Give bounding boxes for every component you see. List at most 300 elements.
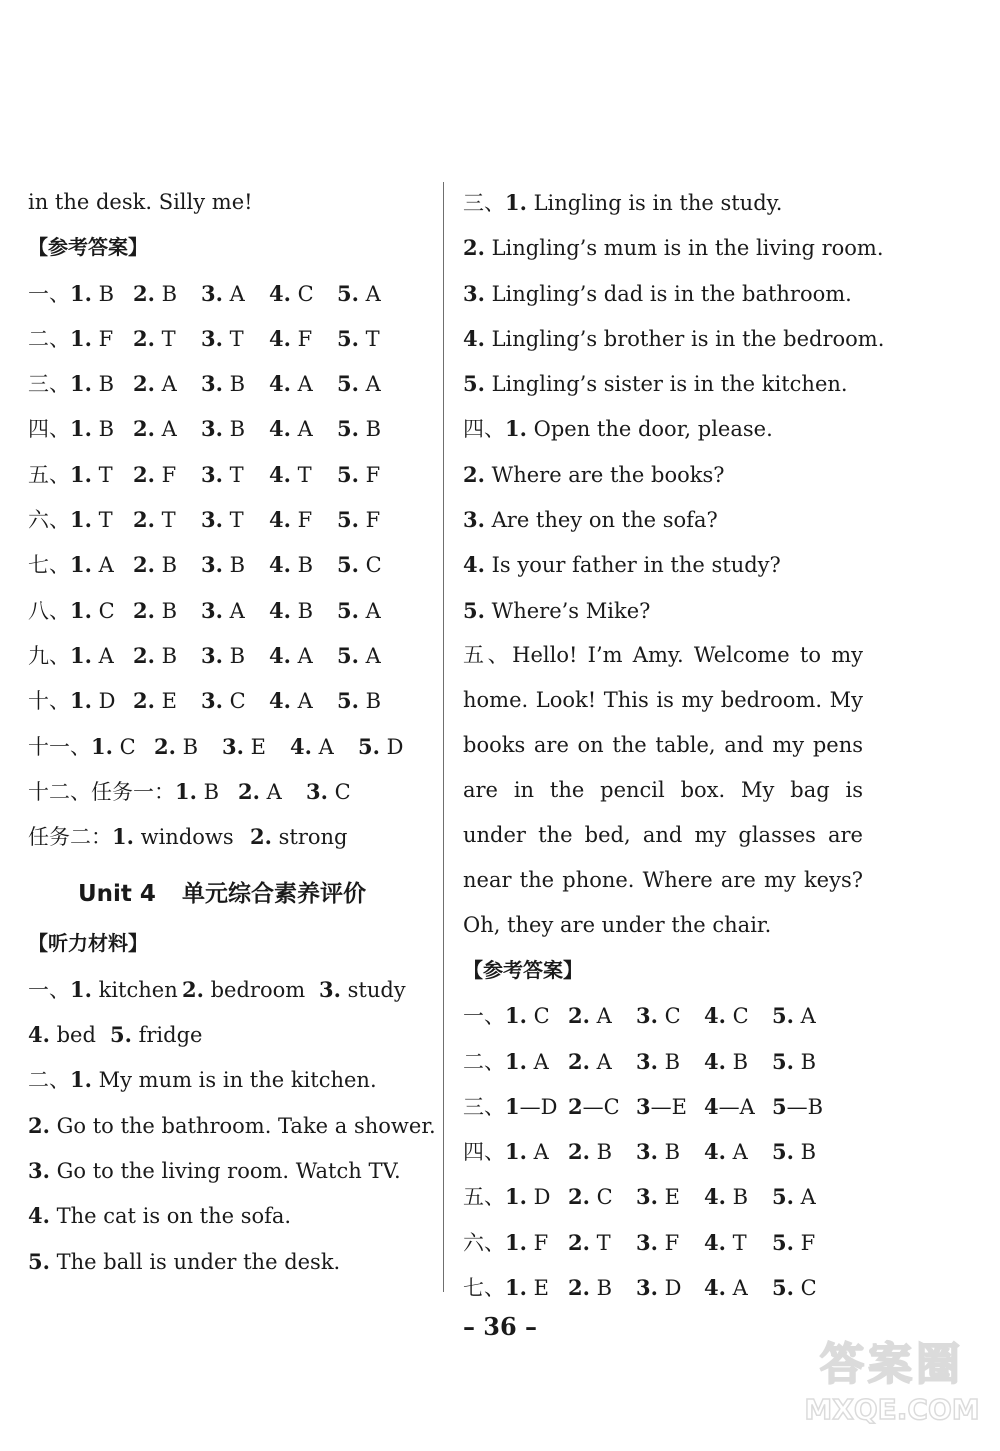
row-prefix: 任务二： xyxy=(28,825,112,850)
row-prefix: 三、 xyxy=(28,372,70,397)
sentence-text: Lingling is in the study. xyxy=(526,191,783,215)
item-answer: B xyxy=(725,1185,749,1210)
row-prefix: 十二、任务一： xyxy=(28,779,175,804)
sentence-row xyxy=(28,1148,418,1193)
item-number: 3. xyxy=(201,552,223,578)
item-answer: B xyxy=(222,643,246,668)
item-answer: A xyxy=(526,1140,549,1165)
item-number: 2. xyxy=(133,371,155,397)
answer-cell xyxy=(772,1129,832,1175)
answer-cell xyxy=(133,497,201,543)
item-answer: T xyxy=(290,462,312,487)
item-answer: strong xyxy=(271,825,348,850)
answer-row xyxy=(28,361,418,406)
answer-cell xyxy=(201,271,269,317)
item-number: 4. xyxy=(463,552,485,578)
item-answer: T xyxy=(589,1230,611,1255)
sentence-row xyxy=(28,1103,436,1148)
sentence-text: Lingling’s mum is in the living room. xyxy=(484,236,884,261)
sentence-row xyxy=(28,1193,418,1238)
row-prefix: 四、 xyxy=(463,1140,505,1165)
sentence-row xyxy=(463,316,883,361)
row-prefix: 一、 xyxy=(463,1004,505,1029)
item-answer: A xyxy=(290,689,313,714)
answer-cell xyxy=(175,769,238,815)
answer-cell xyxy=(505,1174,568,1220)
item-number: 5. xyxy=(772,1229,794,1255)
item-answer: B xyxy=(154,598,178,623)
answer-row xyxy=(28,406,418,451)
unit-label: Unit 4 xyxy=(78,881,156,908)
item-answer: B xyxy=(793,1140,817,1165)
item-number: 4. xyxy=(269,507,291,533)
item-answer: A xyxy=(589,1049,612,1074)
item-answer: A xyxy=(311,734,334,759)
answer-cell xyxy=(70,542,133,588)
item-number: 3. xyxy=(201,597,223,623)
passage-text: Hello! I’m Amy. Welcome to my home. Look! This is my bedroom. My books are on the table, and my pens are in the pencil box. My bag is under the bed, and my glasses are near the phone. Where are my keys? Oh, they are under the chair. xyxy=(463,642,864,937)
item-number: 5. xyxy=(772,1003,794,1029)
item-number: 3. xyxy=(201,416,223,442)
item-number: 4. xyxy=(463,325,485,351)
row-prefix: 七、 xyxy=(28,553,70,578)
answer-cell xyxy=(772,1039,832,1085)
answer-cell xyxy=(704,993,772,1039)
answer-cell xyxy=(319,967,409,1013)
answer-cell xyxy=(505,1039,568,1085)
item-number: 4. xyxy=(704,1048,726,1074)
item-number: 3. xyxy=(201,461,223,487)
item-answer: C xyxy=(91,598,115,623)
answer-cell xyxy=(70,361,133,407)
answer-cell xyxy=(269,497,337,543)
item-answer: F xyxy=(154,462,177,487)
answer-cell xyxy=(704,1265,772,1311)
item-number: 2. xyxy=(250,824,272,850)
answer-cell xyxy=(133,542,201,588)
item-number: 4. xyxy=(269,552,291,578)
item-answer: T xyxy=(222,508,244,533)
item-answer: kitchen xyxy=(91,977,178,1002)
answer-cell xyxy=(290,724,358,770)
row-prefix: 六、 xyxy=(463,1230,505,1255)
item-answer: A xyxy=(526,1049,549,1074)
item-number: 4. xyxy=(704,1003,726,1029)
row-prefix: 四、 xyxy=(463,417,505,442)
item-number: 5. xyxy=(463,597,485,623)
item-number: 5. xyxy=(28,1248,50,1274)
answer-cell xyxy=(636,993,704,1039)
right-column xyxy=(463,180,883,1310)
answer-cell xyxy=(110,1012,210,1058)
row-prefix: 七、 xyxy=(463,1276,505,1301)
item-answer: C xyxy=(725,1004,749,1029)
answer-cell xyxy=(269,633,337,679)
item-number: 3. xyxy=(201,688,223,714)
answer-cell xyxy=(636,1129,704,1175)
row-prefix: 二、 xyxy=(28,1068,70,1093)
answer-cell xyxy=(201,678,269,724)
item-answer: A xyxy=(290,643,313,668)
item-number: 1. xyxy=(112,824,134,850)
answer-row xyxy=(28,588,418,633)
sentence-text: The ball is under the desk. xyxy=(49,1249,341,1274)
item-number: 2. xyxy=(568,1275,590,1301)
answer-row xyxy=(28,542,418,587)
section-prefix: 五、 xyxy=(463,642,513,667)
item-answer: A xyxy=(589,1004,612,1029)
item-number: 1. xyxy=(505,416,527,442)
answer-cell xyxy=(133,678,201,724)
answer-cell xyxy=(70,406,133,452)
column-divider xyxy=(443,182,444,1292)
item-answer: B xyxy=(358,689,382,714)
item-answer: B xyxy=(589,1140,613,1165)
item-number: 1. xyxy=(70,597,92,623)
item-answer: D xyxy=(526,1185,551,1210)
answer-cell xyxy=(269,452,337,498)
item-number: 2. xyxy=(133,461,155,487)
answer-cell xyxy=(568,1174,636,1220)
row-prefix: 三、 xyxy=(463,1094,505,1119)
answer-cell xyxy=(133,406,201,452)
answer-row xyxy=(28,452,418,497)
answer-cell xyxy=(337,361,397,407)
answer-row xyxy=(28,769,418,814)
item-number: 3. xyxy=(636,1275,658,1301)
item-number: 2. xyxy=(568,1229,590,1255)
item-answer: C xyxy=(222,689,246,714)
item-number: 4. xyxy=(704,1229,726,1255)
item-number: 1. xyxy=(70,1067,92,1093)
row-prefix: 五、 xyxy=(28,462,70,487)
item-number: 2. xyxy=(154,733,176,759)
item-answer: A xyxy=(793,1004,816,1029)
watermark-logo xyxy=(802,1337,982,1433)
sentence-row xyxy=(463,497,883,542)
row-prefix: 一、 xyxy=(28,281,70,306)
item-answer: E xyxy=(243,734,266,759)
answer-cell xyxy=(133,316,201,362)
item-answer: D xyxy=(657,1276,682,1301)
answer-cell xyxy=(636,1174,704,1220)
item-answer: B xyxy=(222,417,246,442)
item-answer: T xyxy=(725,1230,747,1255)
answer-row xyxy=(28,678,418,723)
answer-cell xyxy=(133,633,201,679)
answer-cell xyxy=(201,542,269,588)
answer-cell xyxy=(337,588,397,634)
item-answer: T xyxy=(222,326,244,351)
answer-row xyxy=(28,497,418,542)
item-number: 5. xyxy=(337,416,359,442)
sentence-text: My mum is in the kitchen. xyxy=(91,1068,377,1093)
item-answer: T xyxy=(91,508,113,533)
item-answer: A xyxy=(793,1185,816,1210)
answer-row xyxy=(28,633,418,678)
answer-cell xyxy=(201,361,269,407)
item-number: 1. xyxy=(505,1003,527,1029)
item-number: 5. xyxy=(772,1048,794,1074)
item-number: 5. xyxy=(772,1184,794,1210)
item-answer: D xyxy=(91,689,116,714)
section-four xyxy=(463,406,883,632)
answer-cell xyxy=(70,678,133,724)
answer-cell xyxy=(201,588,269,634)
item-number: 3. xyxy=(201,280,223,306)
sentence-row xyxy=(28,1057,418,1102)
answer-cell xyxy=(772,993,832,1039)
answers-header: 【参考答案】 xyxy=(28,235,148,260)
answer-cell xyxy=(337,678,397,724)
item-number: 1. xyxy=(70,280,92,306)
item-number: 1. xyxy=(70,461,92,487)
sentence-row xyxy=(463,271,883,316)
answer-cell xyxy=(772,1174,832,1220)
row-prefix: 十一、 xyxy=(28,734,91,759)
answer-cell xyxy=(250,814,360,860)
answer-cell xyxy=(568,1220,636,1266)
item-answer: C xyxy=(112,734,136,759)
item-number: 5. xyxy=(337,507,359,533)
row-prefix: 二、 xyxy=(28,326,70,351)
item-answer: study xyxy=(340,977,406,1002)
item-number: 3. xyxy=(636,1139,658,1165)
item-number: 3. xyxy=(636,1184,658,1210)
left-column xyxy=(28,180,436,1284)
item-answer: —C xyxy=(582,1094,620,1119)
item-number: 3. xyxy=(201,507,223,533)
answer-cell xyxy=(70,497,133,543)
row-prefix: 六、 xyxy=(28,508,70,533)
item-answer: B xyxy=(196,779,220,804)
answer-cell xyxy=(269,271,337,317)
item-number: 1. xyxy=(70,976,92,1002)
item-answer: F xyxy=(793,1230,816,1255)
sentence-text: Is your father in the study? xyxy=(484,553,781,578)
item-number: 2. xyxy=(568,1139,590,1165)
item-answer: F xyxy=(290,326,313,351)
item-number: 1. xyxy=(505,1048,527,1074)
item-number: 2. xyxy=(133,416,155,442)
answer-cell xyxy=(133,361,201,407)
answer-row xyxy=(28,271,418,316)
item-answer: A xyxy=(222,281,245,306)
item-number: 3 xyxy=(636,1093,651,1119)
answer-cell xyxy=(201,497,269,543)
item-number: 5. xyxy=(337,461,359,487)
answer-cell xyxy=(91,724,154,770)
item-answer: T xyxy=(358,326,380,351)
item-number: 2. xyxy=(133,688,155,714)
item-answer: B xyxy=(154,281,178,306)
row-prefix: 一、 xyxy=(28,977,70,1002)
item-number: 1 xyxy=(505,1093,520,1119)
answer-cell xyxy=(222,724,290,770)
answer-cell xyxy=(337,497,397,543)
listening-row xyxy=(28,1012,418,1057)
sentence-text: Where are the books? xyxy=(484,462,725,487)
item-answer: C xyxy=(793,1276,817,1301)
answer-cell xyxy=(269,361,337,407)
row-prefix: 八、 xyxy=(28,598,70,623)
answer-row xyxy=(463,1174,883,1219)
item-answer: F xyxy=(290,508,313,533)
item-answer: A xyxy=(725,1276,748,1301)
item-number: 1. xyxy=(505,190,527,215)
answer-cell xyxy=(568,1129,636,1175)
item-number: 4. xyxy=(269,325,291,351)
item-number: 2. xyxy=(133,325,155,351)
sentence-row xyxy=(463,361,883,406)
sentence-row xyxy=(463,180,883,225)
item-number: 2. xyxy=(568,1184,590,1210)
item-answer: windows xyxy=(133,825,234,850)
item-number: 4. xyxy=(269,280,291,306)
item-answer: E xyxy=(526,1276,549,1301)
answer-cell xyxy=(772,1084,832,1130)
item-number: 3. xyxy=(319,976,341,1002)
item-answer: F xyxy=(358,508,381,533)
section-three xyxy=(463,180,883,406)
item-number: 2. xyxy=(133,507,155,533)
task-two-row xyxy=(28,814,418,859)
item-number: 5. xyxy=(110,1022,132,1048)
item-number: 4. xyxy=(704,1184,726,1210)
answer-cell xyxy=(70,271,133,317)
item-number: 5 xyxy=(772,1093,787,1119)
answer-cell xyxy=(70,452,133,498)
listening-section-two xyxy=(28,1057,436,1283)
page-number: – 36 – xyxy=(462,1312,538,1341)
sentence-row xyxy=(463,588,883,633)
item-number: 1. xyxy=(70,325,92,351)
answer-cell xyxy=(337,271,397,317)
item-answer: —D xyxy=(519,1094,558,1119)
item-number: 5. xyxy=(772,1139,794,1165)
answer-rows xyxy=(28,271,418,769)
item-number: 4. xyxy=(704,1275,726,1301)
item-answer: —E xyxy=(650,1094,687,1119)
item-number: 5. xyxy=(337,552,359,578)
answer-rows-right xyxy=(463,993,883,1310)
answer-cell xyxy=(201,452,269,498)
item-number: 1. xyxy=(505,1275,527,1301)
answer-cell xyxy=(636,1265,704,1311)
item-number: 2. xyxy=(568,1003,590,1029)
item-answer: B xyxy=(222,372,246,397)
sentence-text: Lingling’s dad is in the bathroom. xyxy=(484,281,852,306)
sentence-row xyxy=(463,542,883,587)
item-answer: B xyxy=(175,734,199,759)
item-answer: bed xyxy=(49,1023,96,1048)
answer-cell xyxy=(704,1174,772,1220)
item-number: 5. xyxy=(337,325,359,351)
answer-cell xyxy=(337,452,397,498)
answer-cell xyxy=(133,271,201,317)
item-answer: B xyxy=(91,417,115,442)
unit-subtitle: 单元综合素养评价 xyxy=(181,881,366,908)
item-number: 3. xyxy=(201,371,223,397)
answer-row xyxy=(463,1220,883,1265)
item-number: 5. xyxy=(463,371,485,397)
item-number: 2. xyxy=(463,461,485,487)
item-number: 3. xyxy=(636,1229,658,1255)
item-answer: F xyxy=(91,326,114,351)
answer-cell xyxy=(70,633,133,679)
row-prefix: 十、 xyxy=(28,689,70,714)
item-answer: F xyxy=(358,462,381,487)
listening-row xyxy=(28,967,418,1012)
item-answer: A xyxy=(725,1140,748,1165)
item-answer: B xyxy=(657,1049,681,1074)
sentence-text: The cat is on the sofa. xyxy=(49,1204,292,1229)
item-number: 4. xyxy=(28,1022,50,1048)
item-answer: B xyxy=(290,553,314,578)
item-answer: B xyxy=(358,417,382,442)
answers-header-right: 【参考答案】 xyxy=(463,957,583,982)
item-answer: C xyxy=(290,281,314,306)
item-answer: A xyxy=(358,281,381,306)
item-number: 5. xyxy=(772,1275,794,1301)
answer-cell xyxy=(133,452,201,498)
answer-cell xyxy=(772,1265,832,1311)
item-answer: C xyxy=(589,1185,613,1210)
item-answer: —A xyxy=(718,1094,755,1119)
item-number: 1. xyxy=(70,642,92,668)
item-number: 1. xyxy=(70,688,92,714)
sentence-text: Lingling’s brother is in the bedroom. xyxy=(484,326,885,351)
row-prefix: 四、 xyxy=(28,417,70,442)
item-number: 4. xyxy=(269,461,291,487)
answer-cell xyxy=(772,1220,832,1266)
answer-cell xyxy=(201,406,269,452)
answer-cell xyxy=(704,1039,772,1085)
item-number: 2. xyxy=(238,778,260,804)
item-answer: A xyxy=(290,372,313,397)
item-answer: E xyxy=(657,1185,680,1210)
answer-row xyxy=(28,724,418,769)
answer-cell xyxy=(568,993,636,1039)
item-answer: C xyxy=(327,779,351,804)
answer-cell xyxy=(337,406,397,452)
item-number: 4 xyxy=(704,1093,719,1119)
answer-cell xyxy=(269,542,337,588)
item-answer: B xyxy=(793,1049,817,1074)
item-number: 1. xyxy=(175,778,197,804)
answer-cell xyxy=(704,1084,772,1130)
item-number: 5. xyxy=(337,688,359,714)
answer-cell xyxy=(28,1012,110,1058)
intro-line: in the desk. Silly me! xyxy=(28,190,253,214)
item-answer: A xyxy=(91,553,114,578)
answer-row xyxy=(463,1084,883,1129)
item-answer: F xyxy=(526,1230,549,1255)
sentence-row xyxy=(28,1239,418,1284)
answer-cell xyxy=(337,542,397,588)
item-number: 1. xyxy=(70,507,92,533)
answer-cell xyxy=(154,724,222,770)
answer-cell xyxy=(269,406,337,452)
item-number: 2. xyxy=(182,976,204,1002)
item-number: 2. xyxy=(568,1048,590,1074)
item-number: 2. xyxy=(133,642,155,668)
item-answer: C xyxy=(358,553,382,578)
item-number: 3. xyxy=(201,642,223,668)
sentence-text: Lingling’s sister is in the kitchen. xyxy=(484,372,848,397)
item-answer: bedroom xyxy=(203,977,306,1002)
answer-row xyxy=(463,1039,883,1084)
